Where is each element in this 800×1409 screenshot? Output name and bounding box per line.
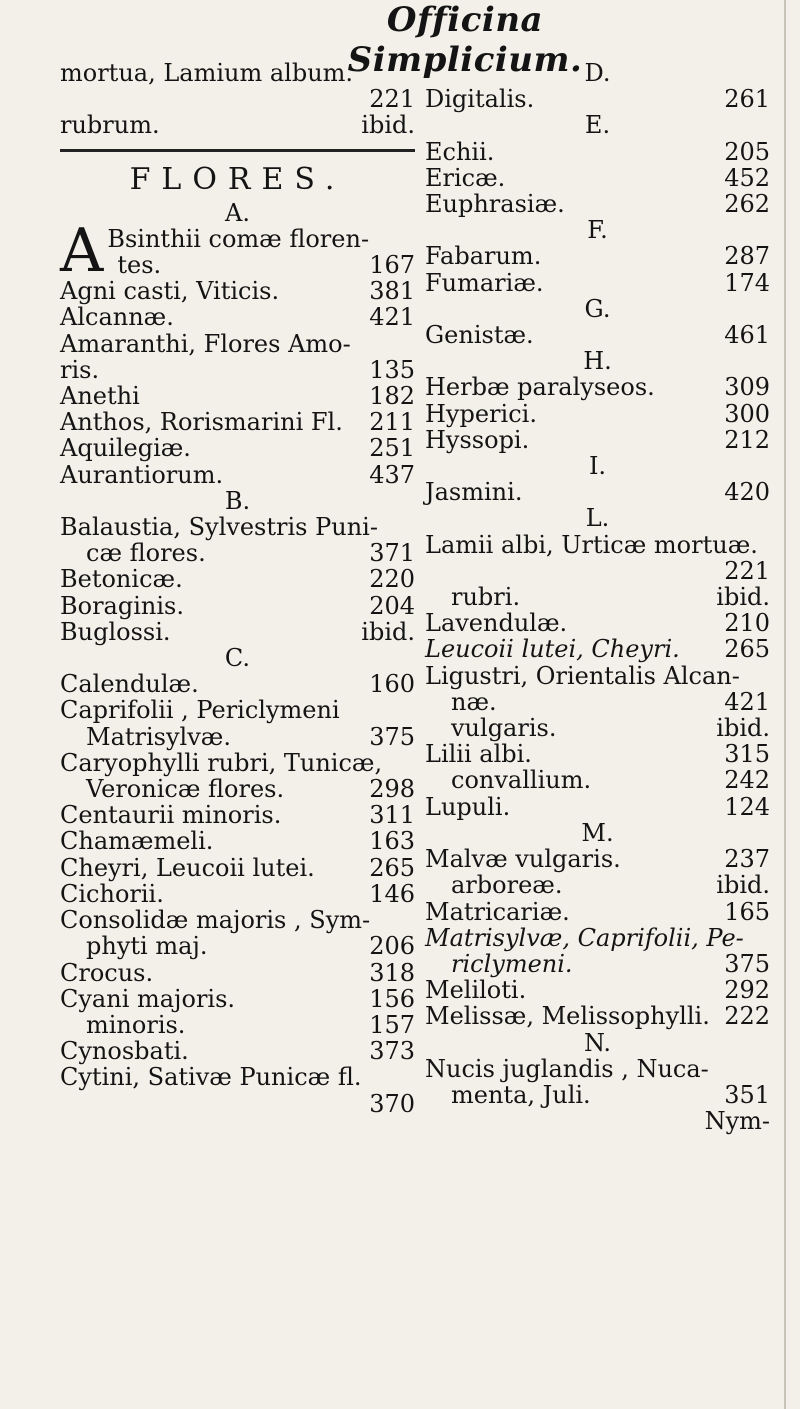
entry-text: cæ flores. bbox=[86, 539, 206, 568]
index-entry bbox=[60, 960, 415, 986]
index-entry bbox=[425, 663, 770, 689]
entry-text: Fumariæ. bbox=[425, 268, 544, 297]
index-entry bbox=[425, 767, 770, 793]
page-number: 205 bbox=[724, 137, 770, 166]
section-letter: E. bbox=[584, 111, 611, 140]
page-number: 146 bbox=[369, 879, 415, 908]
index-entry bbox=[425, 925, 770, 951]
index-entry bbox=[60, 409, 415, 435]
page-number: ibid. bbox=[361, 617, 415, 646]
page-number: 221 bbox=[724, 556, 770, 585]
section-letter: M. bbox=[581, 818, 614, 847]
index-entry bbox=[60, 1012, 415, 1038]
index-entry bbox=[425, 139, 770, 165]
page-number: 182 bbox=[369, 382, 415, 411]
index-entry bbox=[60, 540, 415, 566]
index-entry bbox=[60, 724, 415, 750]
page-number: 222 bbox=[724, 1002, 770, 1031]
page-number: 381 bbox=[369, 277, 415, 306]
page-number: 370 bbox=[369, 1089, 415, 1118]
index-entry bbox=[425, 401, 770, 427]
entry-text: minoris. bbox=[86, 1010, 186, 1039]
index-entry bbox=[425, 846, 770, 872]
entry-text: Matrisylvæ, Caprifolii, Pe- bbox=[425, 923, 744, 952]
entry-text: Ligustri, Orientalis Alcan- bbox=[425, 661, 740, 690]
page-number: 262 bbox=[724, 190, 770, 219]
section-letter: B. bbox=[224, 486, 251, 515]
page-number: 437 bbox=[369, 460, 415, 489]
entry-text: Herbæ paralyseos. bbox=[425, 373, 655, 402]
entry-text: Calendulæ. bbox=[60, 670, 199, 699]
section-title: FLORES. bbox=[129, 161, 346, 197]
entry-text: Jasmini. bbox=[425, 478, 523, 507]
entry-text: Fabarum. bbox=[425, 242, 542, 271]
page-number: 242 bbox=[724, 766, 770, 795]
page-number: 157 bbox=[369, 1010, 415, 1039]
page-number: 251 bbox=[369, 434, 415, 463]
entry-text: Melissæ, Melissophylli. bbox=[425, 1002, 710, 1031]
entry-text: Cynosbati. bbox=[60, 1037, 189, 1066]
entry-text: Aurantiorum. bbox=[60, 460, 224, 489]
index-entry bbox=[60, 514, 415, 540]
right-column bbox=[425, 60, 770, 1134]
page-number: 287 bbox=[724, 242, 770, 271]
index-entry bbox=[60, 855, 415, 881]
entry-text: convallium. bbox=[451, 766, 592, 795]
entry-text: Balaustia, Sylvestris Puni- bbox=[60, 513, 378, 542]
page-number: 237 bbox=[724, 845, 770, 874]
index-entry bbox=[60, 215, 415, 286]
entry-text: Hyssopi. bbox=[425, 425, 530, 454]
page-edge bbox=[784, 0, 786, 1409]
entry-text: Anethi bbox=[60, 382, 140, 411]
section-letter: D. bbox=[584, 59, 611, 87]
page-number: Nym- bbox=[704, 1107, 770, 1136]
entry-text: Digitalis. bbox=[425, 85, 535, 114]
entry-text: Betonicæ. bbox=[60, 565, 183, 594]
index-entry bbox=[60, 750, 415, 776]
index-entry bbox=[60, 697, 415, 723]
page-number: 452 bbox=[724, 163, 770, 192]
index-entry bbox=[60, 671, 415, 697]
entry-text: Malvæ vulgaris. bbox=[425, 845, 621, 874]
entry-text: Caprifolii , Periclymeni bbox=[60, 696, 340, 725]
index-entry bbox=[425, 374, 770, 400]
index-entry bbox=[425, 741, 770, 767]
index-entry bbox=[60, 357, 415, 383]
index-entry bbox=[425, 977, 770, 1003]
page-number: ibid. bbox=[716, 583, 770, 612]
page-number: 261 bbox=[724, 85, 770, 114]
entry-text: Cytini, Sativæ Punicæ fl. bbox=[60, 1063, 362, 1092]
index-entry bbox=[60, 619, 415, 645]
index-entry bbox=[425, 1003, 770, 1029]
section-letter: A. bbox=[225, 198, 250, 227]
entry-text: rubri. bbox=[451, 583, 521, 612]
index-entry bbox=[60, 1064, 415, 1090]
index-entry bbox=[425, 427, 770, 453]
page-number: 210 bbox=[724, 609, 770, 638]
section-letter: F. bbox=[587, 216, 608, 245]
entry-text: Lavendulæ. bbox=[425, 609, 568, 638]
page-number: 311 bbox=[369, 801, 415, 830]
page-number: 204 bbox=[369, 591, 415, 620]
page-header: Officina Simplicium. bbox=[347, 0, 583, 80]
entry-text: Lamii albi, Urticæ mortuæ. bbox=[425, 530, 758, 559]
entry-text: Cyani majoris. bbox=[60, 984, 236, 1013]
index-entry bbox=[60, 802, 415, 828]
index-entry bbox=[60, 86, 415, 112]
page-number: 265 bbox=[724, 635, 770, 664]
index-entry bbox=[60, 331, 415, 357]
index-entry bbox=[425, 322, 770, 348]
index-entry bbox=[425, 532, 770, 558]
entry-text: Amaranthi, Flores Amo- bbox=[60, 329, 351, 358]
index-entry bbox=[425, 479, 770, 505]
page-number: ibid. bbox=[361, 111, 415, 140]
page-number: 167 bbox=[369, 251, 415, 280]
index-entry bbox=[60, 881, 415, 907]
entry-text: rubrum. bbox=[60, 111, 160, 140]
left-column bbox=[60, 60, 415, 1117]
page-number: 265 bbox=[369, 853, 415, 882]
index-entry bbox=[60, 1091, 415, 1117]
entry-text: Anthos, Rorismarini Fl. bbox=[60, 408, 343, 437]
entry-text: arboreæ. bbox=[451, 871, 563, 900]
page-number: 160 bbox=[369, 670, 415, 699]
section-rule bbox=[60, 149, 415, 152]
page-number: 421 bbox=[369, 303, 415, 332]
entry-text: Chamæmeli. bbox=[60, 827, 214, 856]
entry-text: vulgaris. bbox=[451, 714, 557, 743]
index-entry bbox=[60, 278, 415, 304]
drop-cap: A bbox=[60, 215, 104, 286]
index-entry bbox=[425, 715, 770, 741]
index-entry bbox=[60, 593, 415, 619]
page-number: 298 bbox=[369, 775, 415, 804]
entry-text: Alcannæ. bbox=[60, 303, 174, 332]
index-entry bbox=[425, 243, 770, 269]
entry-text: Euphrasiæ. bbox=[425, 190, 565, 219]
entry-line bbox=[107, 252, 415, 278]
entry-text: Agni casti, Viticis. bbox=[60, 277, 280, 306]
index-entry bbox=[425, 951, 770, 977]
entry-text: Crocus. bbox=[60, 958, 154, 987]
entry-text: Genistæ. bbox=[425, 321, 534, 350]
entry-text: menta, Juli. bbox=[451, 1080, 591, 1109]
index-entry bbox=[425, 191, 770, 217]
index-entry bbox=[60, 383, 415, 409]
page-number: 124 bbox=[724, 792, 770, 821]
entry-text: mortua, Lamium album. bbox=[60, 59, 354, 87]
index-entry bbox=[60, 462, 415, 488]
entry-text: Centaurii minoris. bbox=[60, 801, 282, 830]
index-entry bbox=[425, 86, 770, 112]
index-entry bbox=[425, 1056, 770, 1082]
index-entry bbox=[425, 636, 770, 662]
index-entry bbox=[425, 270, 770, 296]
index-entry bbox=[425, 558, 770, 584]
page-number: 318 bbox=[369, 958, 415, 987]
index-entry bbox=[60, 304, 415, 330]
page-number: ibid. bbox=[716, 714, 770, 743]
page-number: 375 bbox=[369, 722, 415, 751]
entry-text: Echii. bbox=[425, 137, 495, 166]
page-number: 300 bbox=[724, 399, 770, 428]
index-entry bbox=[60, 435, 415, 461]
page-number: 309 bbox=[724, 373, 770, 402]
index-entry bbox=[425, 899, 770, 925]
entry-text: Leucoii lutei, Cheyri. bbox=[425, 635, 680, 664]
entry-text: Veronicæ flores. bbox=[86, 775, 285, 804]
page-number: 165 bbox=[724, 897, 770, 926]
entry-text: phyti maj. bbox=[86, 932, 208, 961]
entry-text: Consolidæ majoris , Sym- bbox=[60, 906, 371, 935]
entry-text: Bsinthii comæ floren- bbox=[107, 224, 370, 253]
index-entry bbox=[425, 584, 770, 610]
index-entry bbox=[425, 689, 770, 715]
entry-text: Boraginis. bbox=[60, 591, 184, 620]
section-letter: H. bbox=[583, 347, 612, 376]
entry-text: Caryophylli rubri, Tunicæ, bbox=[60, 748, 383, 777]
index-entry bbox=[60, 566, 415, 592]
page-number: 420 bbox=[724, 478, 770, 507]
index-entry bbox=[425, 1108, 770, 1134]
index-entry bbox=[60, 60, 415, 86]
section-letter: I. bbox=[588, 452, 607, 481]
page-number: 315 bbox=[724, 740, 770, 769]
entry-text: Cichorii. bbox=[60, 879, 164, 908]
page-number: 371 bbox=[369, 539, 415, 568]
page-number: 163 bbox=[369, 827, 415, 856]
section-letter: G. bbox=[584, 294, 611, 323]
entry-text: Meliloti. bbox=[425, 976, 527, 1005]
index-entry bbox=[60, 828, 415, 854]
entry-text: Buglossi. bbox=[60, 617, 171, 646]
index-entry bbox=[60, 986, 415, 1012]
entry-text: Hyperici. bbox=[425, 399, 537, 428]
entry-text: Ericæ. bbox=[425, 163, 506, 192]
page-number: 206 bbox=[369, 932, 415, 961]
page-number: 373 bbox=[369, 1037, 415, 1066]
entry-text: Aquilegiæ. bbox=[60, 434, 191, 463]
index-entry bbox=[60, 933, 415, 959]
index-entry bbox=[60, 776, 415, 802]
index-entry bbox=[425, 1082, 770, 1108]
entry-text: Lilii albi. bbox=[425, 740, 532, 769]
entry-text: Cheyri, Leucoii lutei. bbox=[60, 853, 315, 882]
index-entry bbox=[425, 165, 770, 191]
page-number: 421 bbox=[724, 687, 770, 716]
entry-text: Lupuli. bbox=[425, 792, 511, 821]
page-number: 156 bbox=[369, 984, 415, 1013]
page-number: 135 bbox=[369, 355, 415, 384]
page-number: 220 bbox=[369, 565, 415, 594]
page-number: 375 bbox=[724, 949, 770, 978]
entry-text: Nucis juglandis , Nuca- bbox=[425, 1054, 709, 1083]
entry-text: Matricariæ. bbox=[425, 897, 570, 926]
index-entry bbox=[425, 794, 770, 820]
section-letter: C. bbox=[224, 644, 251, 673]
entry-text: Matrisylvæ. bbox=[86, 722, 231, 751]
page-number: 351 bbox=[724, 1080, 770, 1109]
entry-text: riclymeni. bbox=[451, 949, 573, 978]
page-number: 292 bbox=[724, 976, 770, 1005]
page-number: 174 bbox=[724, 268, 770, 297]
entry-text: tes. bbox=[117, 251, 162, 280]
section-letter: L. bbox=[585, 504, 610, 533]
index-entry bbox=[425, 872, 770, 898]
entry-text: ris. bbox=[60, 355, 100, 384]
entry-text: næ. bbox=[451, 687, 497, 716]
page-number: 221 bbox=[369, 85, 415, 114]
page-number: ibid. bbox=[716, 871, 770, 900]
section-letter: N. bbox=[583, 1028, 612, 1057]
page-number: 211 bbox=[369, 408, 415, 437]
index-entry bbox=[425, 610, 770, 636]
page-number: 461 bbox=[724, 321, 770, 350]
page-number: 212 bbox=[724, 425, 770, 454]
index-entry bbox=[60, 1038, 415, 1064]
index-entry bbox=[60, 907, 415, 933]
index-entry bbox=[60, 112, 415, 138]
